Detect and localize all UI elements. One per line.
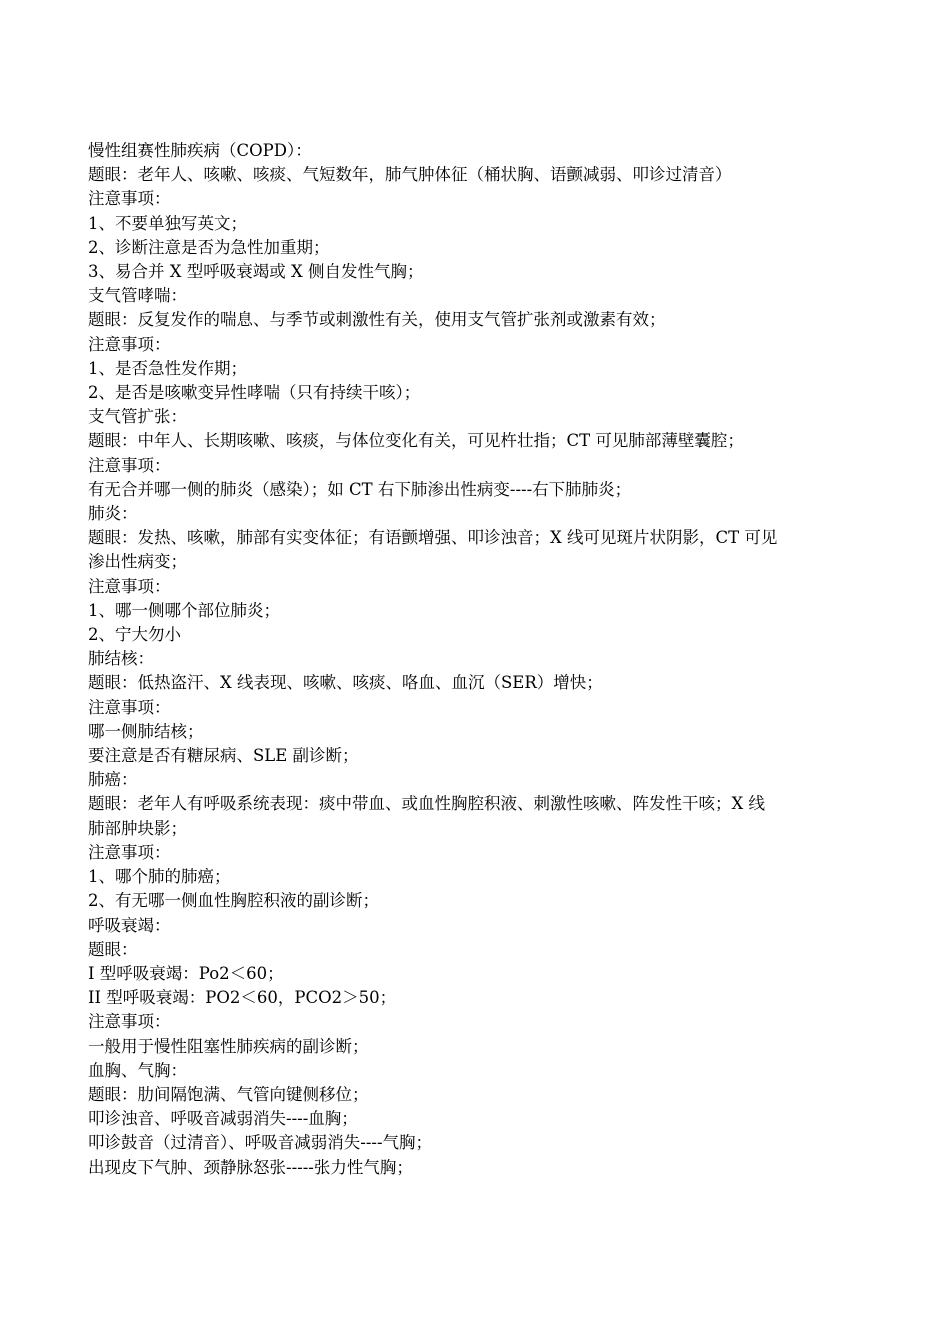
text-line: 注意事项： [88, 576, 171, 596]
text-line: 出现皮下气肿、颈静脉怒张-----张力性气胸； [88, 1157, 413, 1177]
text-line: 2、宁大勿小 [88, 625, 181, 645]
text-line: 2、是否是咳嗽变异性哮喘（只有持续干咳）； [88, 383, 421, 403]
text-line: 注意事项： [88, 334, 171, 354]
text-line: 题眼：老年人、咳嗽、咳痰、气短数年，肺气肿体征（桶状胸、语颤减弱、叩诊过清音） [88, 165, 732, 185]
text-line: II 型呼吸衰竭：PO2＜60，PCO2＞50； [88, 988, 397, 1008]
text-line: 支气管哮喘： [88, 286, 187, 306]
text-line: 1、哪个肺的肺癌； [88, 867, 231, 887]
text-line: 2、诊断注意是否为急性加重期； [88, 237, 330, 257]
document-body [88, 139, 878, 1180]
text-line: 题眼：发热、咳嗽，肺部有实变体征；有语颤增强、叩诊浊音；X 线可见斑片状阴影，CT 可见 [88, 528, 778, 548]
text-line: 题眼：肋间隔饱满、气管向键侧移位； [88, 1084, 369, 1104]
text-line: 一般用于慢性阻塞性肺疾病的副诊断； [88, 1036, 369, 1056]
text-line: 1、是否急性发作期； [88, 358, 247, 378]
text-line: 3、易合并 X 型呼吸衰竭或 X 侧自发性气胸； [88, 262, 424, 282]
text-line: 支气管扩张： [88, 407, 187, 427]
text-line: 慢性组赛性肺疾病（COPD）： [88, 141, 312, 160]
text-line: 要注意是否有糖尿病、SLE 副诊断； [88, 746, 359, 766]
text-line: 有无合并哪一侧的肺炎（感染）；如 CT 右下肺渗出性病变----右下肺肺炎； [88, 479, 632, 499]
text-line: 注意事项： [88, 1012, 171, 1032]
text-line: 注意事项： [88, 189, 171, 209]
text-line: 肺癌： [88, 770, 138, 790]
text-line: 1、哪一侧哪个部位肺炎； [88, 600, 280, 620]
text-line: 肺炎： [88, 504, 138, 524]
text-line: 肺部肿块影； [88, 818, 187, 838]
text-line: 注意事项： [88, 697, 171, 717]
text-line: 1、不要单独写英文； [88, 213, 247, 233]
text-line: 题眼： [88, 939, 138, 959]
text-line: 哪一侧肺结核； [88, 721, 204, 741]
text-line: I 型呼吸衰竭：Po2＜60； [88, 963, 284, 983]
text-line: 叩诊鼓音（过清音）、呼吸音减弱消失----气胸； [88, 1133, 433, 1153]
text-line: 题眼：低热盗汗、X 线表现、咳嗽、咳痰、咯血、血沉（SER）增快； [88, 673, 603, 693]
text-line: 叩诊浊音、呼吸音减弱消失----血胸； [88, 1109, 358, 1129]
text-line: 呼吸衰竭： [88, 915, 171, 935]
text-line: 题眼：反复发作的喘息、与季节或刺激性有关，使用支气管扩张剂或激素有效； [88, 310, 666, 330]
text-line: 2、有无哪一侧血性胸腔积液的副诊断； [88, 891, 379, 911]
text-line: 注意事项： [88, 842, 171, 862]
text-line: 渗出性病变； [88, 552, 187, 572]
text-line: 血胸、气胸： [88, 1060, 187, 1080]
text-line: 题眼：中年人、长期咳嗽、咳痰，与体位变化有关，可见杵壮指；CT 可见肺部薄壁囊腔； [88, 431, 744, 451]
text-line: 题眼：老年人有呼吸系统表现：痰中带血、或血性胸腔积液、刺激性咳嗽、阵发性干咳；X 线 [88, 794, 765, 814]
text-line: 肺结核： [88, 649, 154, 669]
text-line: 注意事项： [88, 455, 171, 475]
